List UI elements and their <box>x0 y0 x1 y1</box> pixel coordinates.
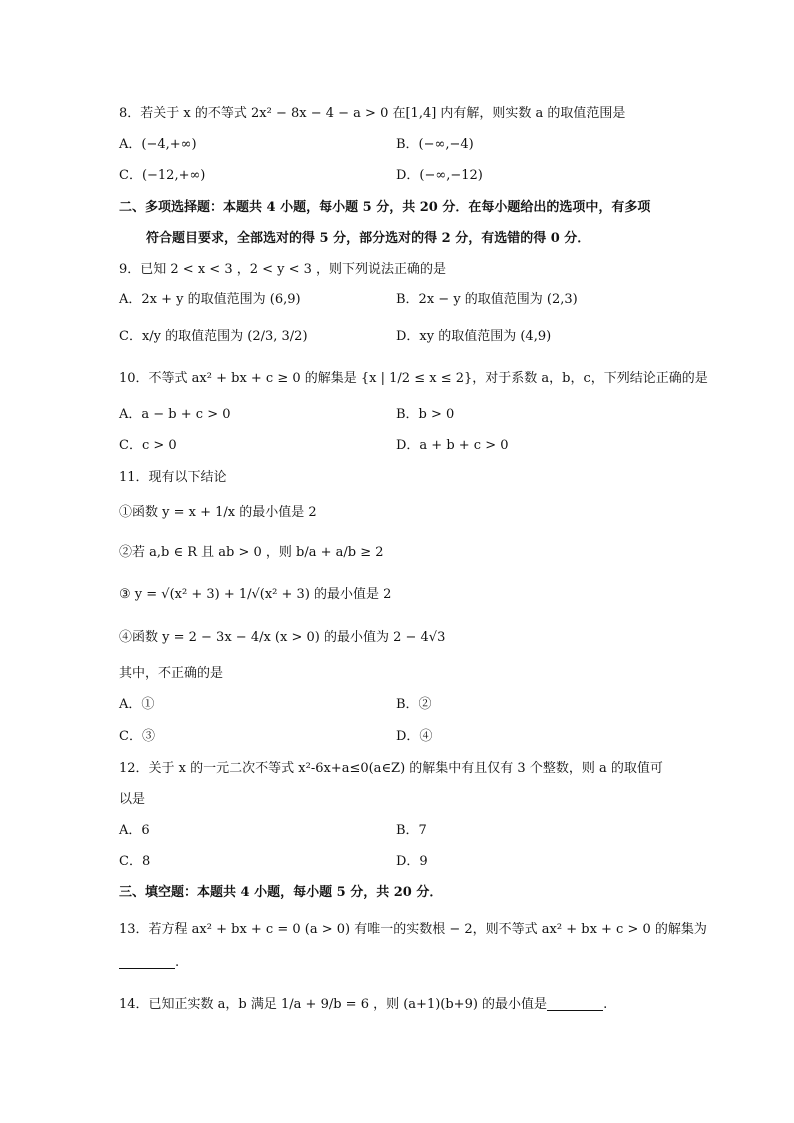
q12-option-c: C．8 <box>119 854 151 869</box>
q11-statement-3: ③ y = √(x² + 3) + 1/√(x² + 3) 的最小值是 2 <box>119 587 392 602</box>
q9-option-d: D．xy 的取值范围为 (4,9) <box>396 329 552 344</box>
q10-stem: 10．不等式 ax² + bx + c ≥ 0 的解集是 {x | 1/2 ≤ x ≤ 2}，对于系数 a，b，c，下列结论正确的是 <box>119 371 708 386</box>
q12-option-d: D．9 <box>396 854 428 869</box>
q10-option-c: C．c > 0 <box>119 438 177 453</box>
q11-stem: 11．现有以下结论 <box>119 470 227 485</box>
q11-option-a: A．① <box>119 697 155 712</box>
q9-option-a: A．2x + y 的取值范围为 (6,9) <box>119 292 301 307</box>
q8-option-c: C．(−12,+∞) <box>119 168 206 183</box>
q13-answer-blank[interactable] <box>119 956 175 969</box>
q11-statement-2: ②若 a,b ∈ R 且 ab > 0 ，则 b/a + a/b ≥ 2 <box>119 545 384 560</box>
q12-option-b: B．7 <box>396 823 427 838</box>
section2-heading: 二、多项选择题：本题共 4 小题，每小题 5 分，共 20 分．在每小题给出的选项中，有多项 <box>119 200 651 215</box>
q11-statement-1: ①函数 y = x + 1/x 的最小值是 2 <box>119 505 317 520</box>
section3-heading: 三、填空题：本题共 4 小题，每小题 5 分，共 20 分． <box>119 885 443 900</box>
q8-option-d: D．(−∞,−12) <box>396 168 483 183</box>
q9-option-b: B．2x − y 的取值范围为 (2,3) <box>396 292 578 307</box>
q11-statement-4: ④函数 y = 2 − 3x − 4/x (x > 0) 的最小值为 2 − 4√3 <box>119 630 446 645</box>
q12-option-a: A．6 <box>119 823 150 838</box>
q11-option-b: B．② <box>396 697 432 712</box>
q11-option-d: D．④ <box>396 729 433 744</box>
q12-stem-cont: 以是 <box>119 792 146 807</box>
section2-heading-cont: 符合题目要求，全部选对的得 5 分，部分选对的得 2 分，有选错的得 0 分． <box>146 231 591 246</box>
q13-answer-line <box>119 956 179 969</box>
q9-option-c: C．x/y 的取值范围为 (2/3, 3/2) <box>119 329 308 344</box>
q14-stem: 14．已知正实数 a，b 满足 1/a + 9/b = 6 ，则 (a+1)(b+9) 的最小值是 <box>119 997 548 1012</box>
q8-option-b: B．(−∞,−4) <box>396 137 474 152</box>
q14-answer-blank[interactable] <box>547 998 603 1011</box>
q8-option-a: A．(−4,+∞) <box>119 137 197 152</box>
q8-stem: 8．若关于 x 的不等式 2x² − 8x − 4 − a > 0 在[1,4] 内有解，则实数 a 的取值范围是 <box>119 106 626 121</box>
q11-option-c: C．③ <box>119 729 155 744</box>
q13-stem: 13．若方程 ax² + bx + c = 0 (a > 0) 有唯一的实数根 − 2，则不等式 ax² + bx + c > 0 的解集为 <box>119 922 707 937</box>
q14-period: . <box>603 997 608 1012</box>
q10-option-d: D．a + b + c > 0 <box>396 438 509 453</box>
q9-stem: 9．已知 2 < x < 3 ，2 < y < 3 ，则下列说法正确的是 <box>119 262 447 277</box>
q11-tail: 其中，不正确的是 <box>119 666 224 681</box>
q10-option-b: B．b > 0 <box>396 407 455 422</box>
q14-stem-line <box>119 998 607 1011</box>
q13-period: . <box>175 955 180 970</box>
q12-stem: 12．关于 x 的一元二次不等式 x²-6x+a≤0(a∈Z) 的解集中有且仅有 3 个整数，则 a 的取值可 <box>119 761 663 776</box>
q10-option-a: A．a − b + c > 0 <box>119 407 231 422</box>
